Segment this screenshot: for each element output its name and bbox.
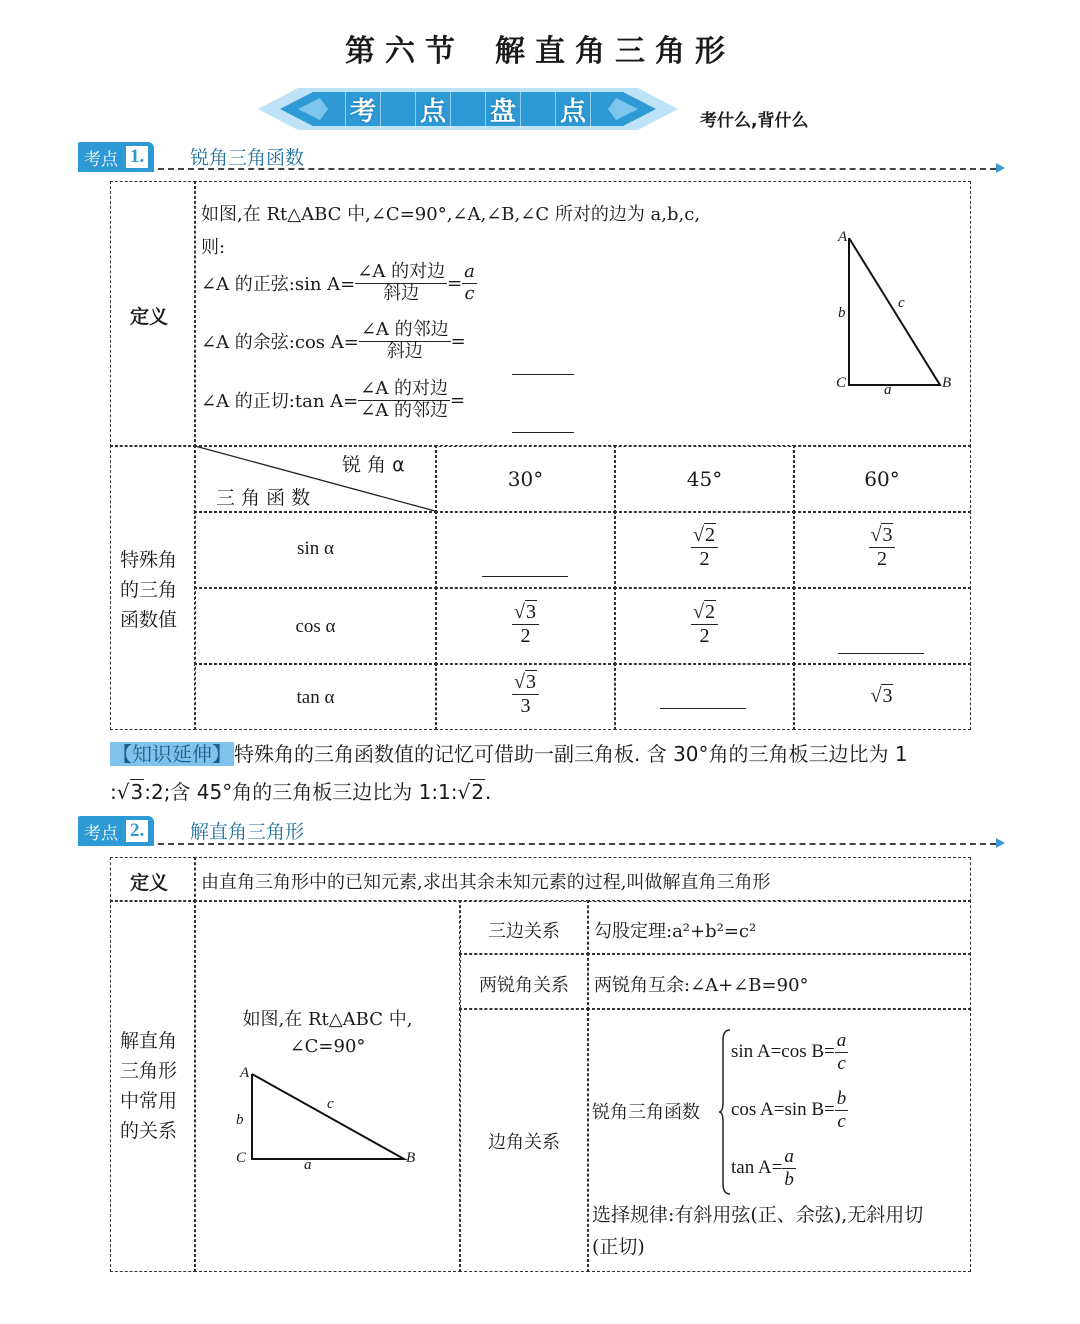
label-line: 的三角: [120, 579, 178, 601]
selection-rule: 选择规律:有斜用弦(正、余弦),无斜用切: [592, 1204, 924, 1226]
formula-lhs: sin A=cos B=: [731, 1041, 835, 1063]
page-title: [0, 26, 1080, 70]
sin45-value: $\frac{√2}{2}$: [614, 524, 795, 571]
banner-char: 点: [415, 91, 451, 128]
section2-badge: [78, 816, 154, 846]
acute-trig-label: 锐角三角函数: [592, 1102, 700, 1123]
col-header-45: 45°: [686, 467, 723, 491]
equals: =: [447, 272, 463, 294]
equals: =: [450, 389, 466, 411]
complementary-angles: 两锐角互余:∠A+∠B=90°: [594, 975, 809, 996]
selection-rule: (正切): [592, 1236, 645, 1258]
label-line: 解直角: [120, 1030, 178, 1052]
sin30-answer-blank[interactable]: [482, 576, 568, 577]
denominator: 3: [520, 695, 531, 717]
extension-text: 特殊角的三角函数值的记忆可借助一副三角板. 含 30°角的三角板三边比为 1: [234, 742, 908, 766]
formula-den: b: [784, 1168, 794, 1190]
row-label-tan: tan α: [296, 687, 335, 708]
badge-label: 考点: [84, 149, 118, 170]
label-line: 特殊角: [120, 549, 178, 571]
cos-answer-blank[interactable]: [512, 374, 574, 375]
kaodian-banner: [258, 88, 678, 130]
formula-lhs: tan A=: [731, 1157, 783, 1179]
radicand: 2: [704, 601, 715, 623]
radicand: 3: [882, 685, 893, 707]
side-c-label: c: [327, 1096, 334, 1112]
tan-prefix: ∠A 的正切:tan A=: [201, 391, 359, 413]
tan30-value: $\frac{√3}{3}$: [435, 671, 616, 718]
tan60-value: √3: [870, 685, 893, 707]
tan-denominator: ∠A 的邻边: [360, 399, 449, 421]
definition-text: 由直角三角形中的已知元素,求出其余未知元素的过程,叫做解直角三角形: [201, 872, 771, 893]
vertex-a-label: A: [240, 1065, 250, 1081]
banner-subtitle: 考什么,背什么: [700, 111, 809, 131]
label-line: 函数值: [120, 609, 178, 631]
relation-name-side-angle: 边角关系: [488, 1132, 560, 1153]
section2-title: 解直角三角形: [190, 821, 305, 843]
equals: =: [450, 330, 466, 352]
cos-numerator: ∠A 的邻边: [360, 319, 449, 340]
figure-caption: 如图,在 Rt△ABC 中,: [242, 1009, 413, 1030]
formula-num: a: [836, 1030, 847, 1051]
figure-caption: ∠C=90°: [289, 1036, 366, 1057]
formula-den: c: [837, 1110, 846, 1132]
definition-intro: 如图,在 Rt△ABC 中,∠C=90°,∠A,∠B,∠C 所对的边为 a,b,c,: [201, 204, 701, 225]
vertex-b-label: B: [942, 375, 952, 391]
header-function-label: 三 角 函 数: [216, 487, 311, 509]
sin-result-num: a: [464, 261, 475, 282]
radicand: 3: [525, 671, 536, 693]
badge-label: 考点: [84, 823, 118, 844]
section1-badge: [78, 142, 154, 172]
definition-label: 定义: [130, 872, 169, 894]
radicand: 3: [882, 524, 893, 546]
extension-tag: 【知识延伸】: [112, 742, 232, 766]
extension-text: :: [110, 780, 117, 804]
relations-label: [120, 1026, 177, 1146]
cos-definition: [201, 320, 466, 362]
sin60-value: $\frac{√3}{2}$: [793, 524, 971, 571]
tan-answer-blank[interactable]: [512, 432, 574, 433]
side-a-label: a: [304, 1157, 312, 1173]
formula-lhs: cos A=sin B=: [731, 1099, 835, 1121]
sin-denominator: 斜边: [383, 282, 420, 304]
side-a-label: a: [884, 382, 892, 398]
right-triangle-diagram-icon: [830, 230, 960, 395]
sin-numerator: ∠A 的对边: [357, 261, 446, 282]
label-line: 三角形: [120, 1060, 178, 1082]
extension-text: .: [485, 780, 492, 804]
right-triangle-diagram-icon: [240, 1066, 420, 1166]
section1-title: 锐角三角函数: [190, 147, 305, 169]
cos45-value: $\frac{√2}{2}$: [614, 601, 795, 648]
radicand: 2: [704, 524, 715, 546]
section-divider: [158, 168, 996, 170]
col-header-60: 60°: [864, 467, 900, 491]
title-topic: 解直角三角形: [495, 34, 735, 69]
sin-prefix: ∠A 的正弦:sin A=: [201, 274, 356, 296]
section-divider: [158, 843, 996, 845]
left-brace-icon: [718, 1028, 732, 1196]
relation-name-acute-angles: 两锐角关系: [479, 975, 569, 996]
row-label-sin: sin α: [297, 538, 334, 559]
value-cell: [435, 511, 616, 589]
pythagorean-theorem: 勾股定理:a²+b²=c²: [594, 921, 757, 942]
side-c-label: c: [898, 295, 905, 311]
formula-tan: [731, 1146, 796, 1191]
formula-num: b: [836, 1088, 847, 1109]
formula-sin-cos: [731, 1030, 848, 1075]
tan-definition: [201, 379, 465, 421]
label-line: 的关系: [120, 1120, 178, 1142]
sin-fraction: [355, 262, 447, 304]
vertex-b-label: B: [406, 1150, 416, 1166]
banner-char: 考: [345, 91, 381, 128]
col-header-30: 30°: [507, 467, 544, 491]
formula-cos-sin: [731, 1088, 848, 1133]
arrow-right-icon: [996, 163, 1005, 173]
extension-text: :2;含 45°角的三角板三边比为 1:1:: [144, 780, 458, 804]
cos-prefix: ∠A 的余弦:cos A=: [201, 332, 359, 354]
denominator: 2: [876, 548, 887, 570]
side-b-label: b: [236, 1112, 244, 1128]
relation-name-three-sides: 三边关系: [488, 921, 560, 942]
sin-definition: [201, 262, 477, 304]
tan-fraction: [358, 379, 450, 421]
side-b-label: b: [838, 305, 846, 321]
cos60-answer-blank[interactable]: [838, 653, 924, 654]
radicand: 3: [525, 601, 536, 623]
banner-char: 点: [555, 91, 591, 128]
cos-fraction: [359, 320, 451, 362]
denominator: 2: [520, 625, 531, 647]
cos-denominator: 斜边: [386, 340, 423, 362]
denominator: 2: [699, 548, 710, 570]
sin-result: [462, 262, 477, 304]
value-cell: [614, 663, 795, 730]
title-section-number: 第六节: [345, 34, 465, 69]
header-angle-label: 锐 角 α: [342, 454, 405, 476]
row-label-cos: cos α: [295, 616, 336, 637]
arrow-right-icon: [996, 838, 1005, 848]
banner-char: 盘: [485, 91, 521, 128]
label-line: 中常用: [120, 1090, 178, 1112]
tan-numerator: ∠A 的对边: [360, 378, 449, 399]
tan45-answer-blank[interactable]: [660, 708, 746, 709]
definition-intro-then: 则:: [201, 237, 226, 258]
vertex-c-label: C: [836, 375, 847, 391]
formula-num: a: [784, 1146, 794, 1167]
badge-number: 1.: [126, 146, 148, 168]
badge-number: 2.: [126, 820, 148, 842]
radicand: 3: [130, 780, 144, 804]
sin-result-den: c: [464, 282, 475, 304]
radicand: 2: [471, 780, 485, 804]
cos30-value: $\frac{√3}{2}$: [435, 601, 616, 648]
formula-den: c: [837, 1052, 846, 1074]
vertex-a-label: A: [838, 229, 848, 245]
definition-label: 定义: [130, 306, 169, 328]
vertex-c-label: C: [236, 1150, 247, 1166]
knowledge-extension: 【知识延伸】 特殊角的三角函数值的记忆可借助一副三角板. 含 30°角的三角板三边比为 1 :√3:2;含 45°角的三角板三边比为 1:1:√2.: [110, 742, 908, 804]
special-label: [120, 545, 177, 635]
denominator: 2: [699, 625, 710, 647]
